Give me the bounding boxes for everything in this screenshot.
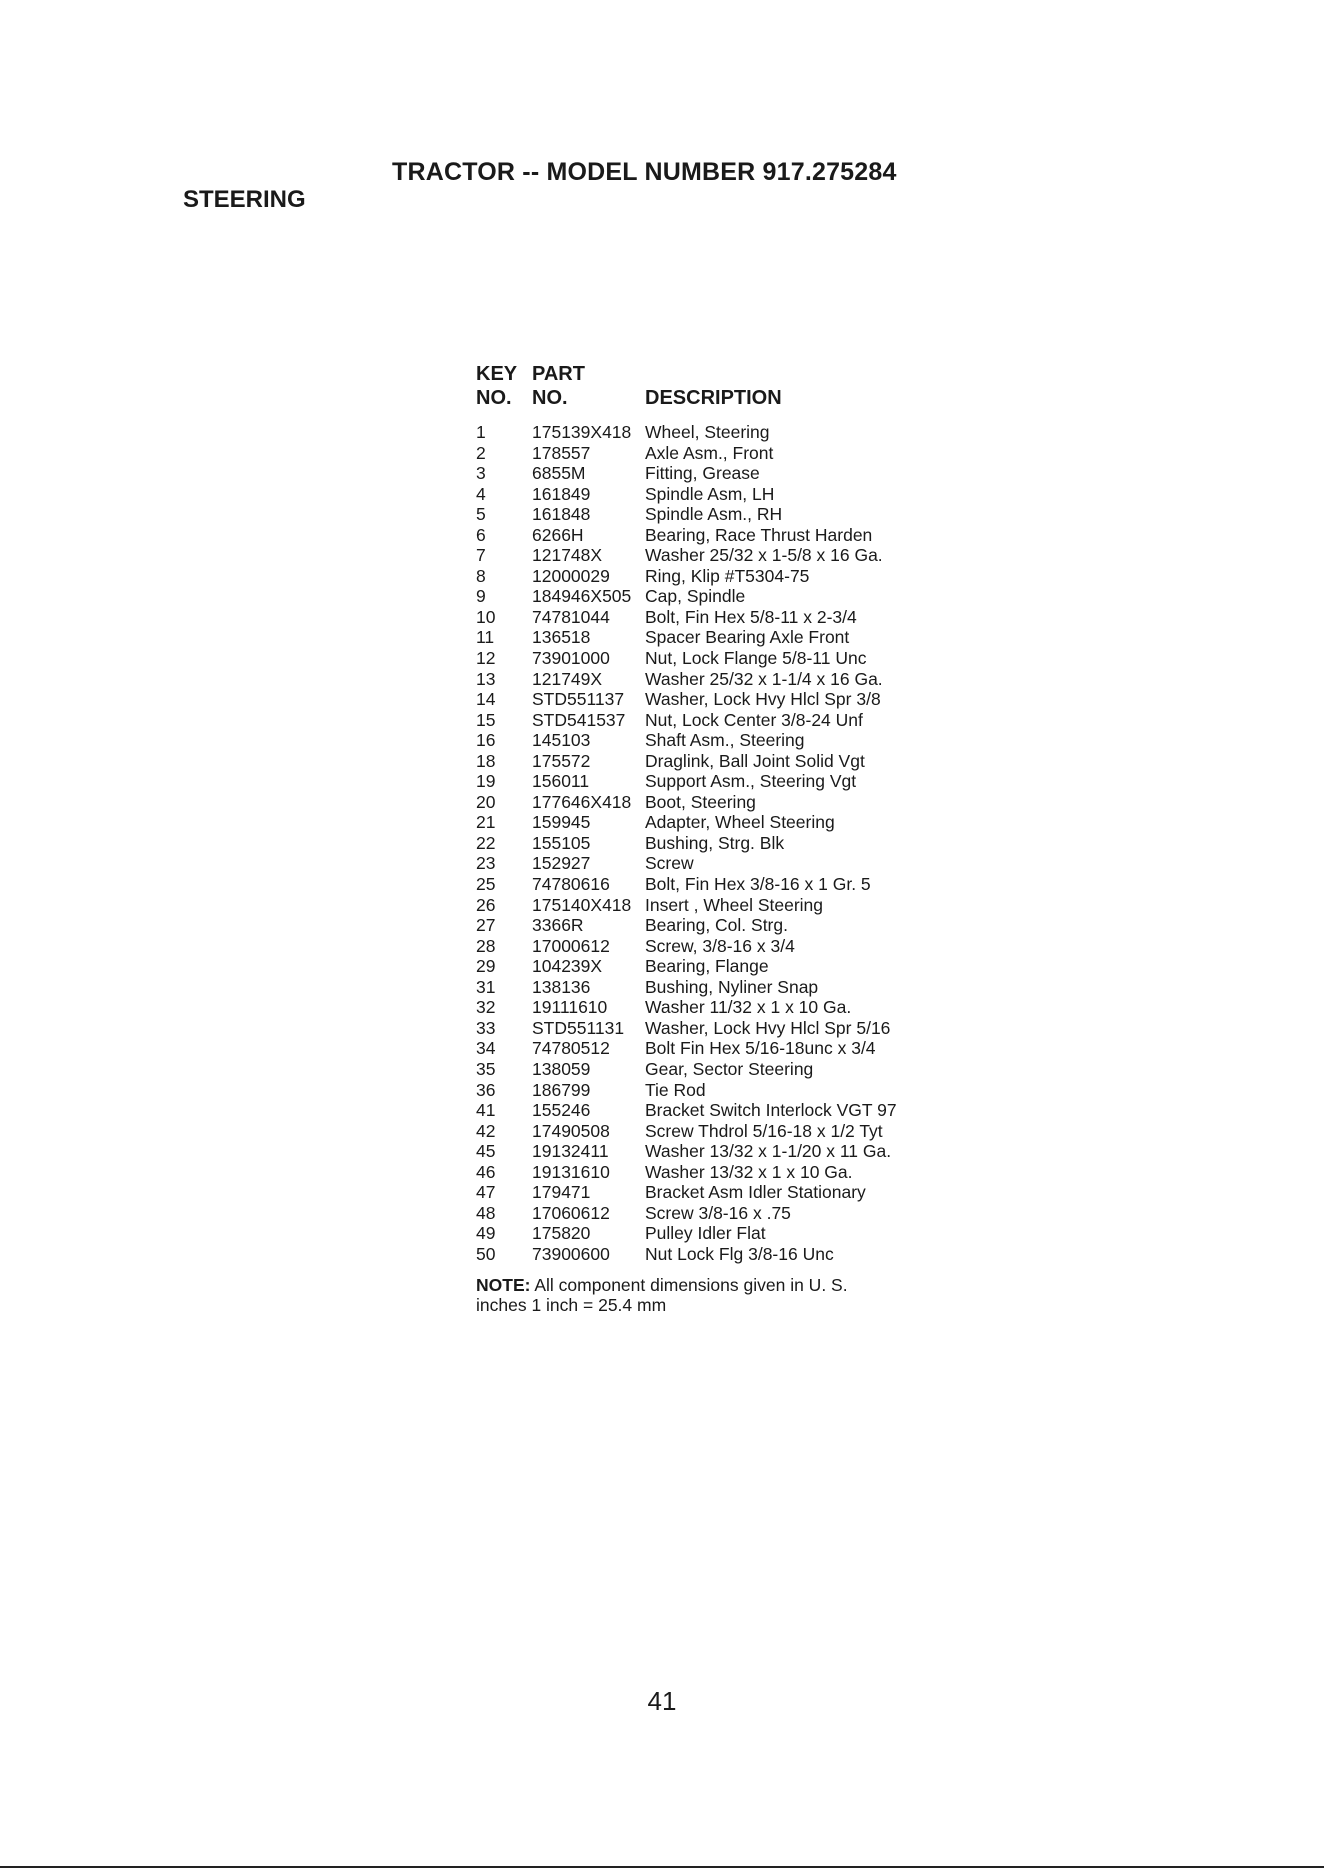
note-label: NOTE: [476, 1275, 531, 1295]
table-row [476, 1203, 956, 1224]
key-no-cell: 22 [476, 832, 496, 853]
part-no-cell: 19132411 [532, 1141, 609, 1162]
key-no-cell: 29 [476, 956, 496, 977]
key-no-cell: 35 [476, 1058, 496, 1079]
table-row [476, 936, 956, 957]
description-cell: Washer 25/32 x 1-1/4 x 16 Ga. [645, 668, 883, 689]
key-no-cell: 9 [476, 586, 486, 607]
description-cell: Boot, Steering [645, 791, 756, 812]
part-no-cell: STD541537 [532, 709, 626, 730]
table-row [476, 669, 956, 690]
description-cell: Nut, Lock Center 3/8-24 Unf [645, 709, 863, 730]
table-row [476, 1059, 956, 1080]
description-cell: Spindle Asm, LH [645, 483, 775, 504]
description-cell: Nut Lock Flg 3/8-16 Unc [645, 1243, 834, 1264]
key-no-cell: 50 [476, 1243, 496, 1264]
key-no-header-line2: NO. [476, 387, 512, 409]
description-cell: Bearing, Col. Strg. [645, 915, 788, 936]
part-no-cell: 175140X418 [532, 894, 632, 915]
key-no-cell: 20 [476, 791, 496, 812]
part-no-cell: 186799 [532, 1079, 591, 1100]
key-no-cell: 15 [476, 709, 496, 730]
part-no-cell: 177646X418 [532, 791, 632, 812]
part-no-cell: 179471 [532, 1182, 591, 1203]
part-no-cell: 152927 [532, 853, 591, 874]
table-row [476, 997, 956, 1018]
part-no-cell: 121749X [532, 668, 603, 689]
part-no-cell: 73901000 [532, 648, 610, 669]
part-no-cell: STD551131 [532, 1017, 625, 1038]
key-no-cell: 45 [476, 1141, 496, 1162]
table-row [476, 1121, 956, 1142]
section-title: STEERING [183, 186, 306, 213]
table-row [476, 566, 956, 587]
key-no-cell: 31 [476, 976, 496, 997]
description-cell: Draglink, Ball Joint Solid Vgt [645, 750, 865, 771]
part-no-cell: 104239X [532, 956, 603, 977]
description-cell: Fitting, Grease [645, 463, 760, 484]
part-no-cell: 145103 [532, 730, 591, 751]
key-no-cell: 36 [476, 1079, 496, 1100]
page-title: TRACTOR -- MODEL NUMBER 917.275284 [392, 158, 897, 186]
note-line2: inches 1 inch = 25.4 mm [476, 1295, 667, 1315]
table-row [476, 545, 956, 566]
key-no-cell: 48 [476, 1202, 496, 1223]
description-cell: Bolt, Fin Hex 3/8-16 x 1 Gr. 5 [645, 874, 871, 895]
key-no-cell: 12 [476, 648, 496, 669]
table-row [476, 1141, 956, 1162]
part-no-header-line2: NO. [532, 387, 568, 409]
key-no-cell: 16 [476, 730, 496, 751]
parts-list [476, 422, 956, 1264]
key-no-cell: 21 [476, 812, 496, 833]
part-no-cell: 161849 [532, 483, 591, 504]
table-row [476, 751, 956, 772]
key-no-cell: 7 [476, 545, 486, 566]
part-no-cell: 136518 [532, 627, 591, 648]
part-no-cell: 121748X [532, 545, 603, 566]
description-header: DESCRIPTION [645, 387, 782, 409]
table-row [476, 1100, 956, 1121]
part-no-cell: 6855M [532, 463, 586, 484]
description-cell: Bushing, Strg. Blk [645, 832, 785, 853]
table-row [476, 463, 956, 484]
description-cell: Ring, Klip #T5304-75 [645, 565, 810, 586]
key-no-cell: 32 [476, 997, 496, 1018]
key-no-cell: 8 [476, 565, 486, 586]
table-row [476, 422, 956, 443]
description-cell: Nut, Lock Flange 5/8-11 Unc [645, 648, 867, 669]
table-row [476, 895, 956, 916]
part-no-cell: 17490508 [532, 1120, 610, 1141]
key-no-cell: 33 [476, 1017, 496, 1038]
description-cell: Bracket Asm Idler Stationary [645, 1182, 866, 1203]
key-no-header-line1: KEY [476, 363, 518, 385]
table-row [476, 484, 956, 505]
key-no-cell: 25 [476, 874, 496, 895]
part-no-cell: 175139X418 [532, 422, 632, 442]
table-row [476, 915, 956, 936]
key-no-cell: 6 [476, 524, 486, 545]
key-no-cell: 14 [476, 689, 496, 710]
part-no-cell: 17060612 [532, 1202, 610, 1223]
table-row [476, 627, 956, 648]
description-cell: Gear, Sector Steering [645, 1058, 814, 1079]
table-row [476, 648, 956, 669]
part-no-cell: 74781044 [532, 606, 610, 627]
part-no-cell: 175820 [532, 1223, 591, 1244]
key-no-cell: 18 [476, 750, 496, 771]
table-row [476, 1038, 956, 1059]
description-cell: Tie Rod [645, 1079, 706, 1100]
description-cell: Adapter, Wheel Steering [645, 812, 835, 833]
key-no-cell: 27 [476, 915, 496, 936]
table-row [476, 730, 956, 751]
note-text: All component dimensions given in U. S. [534, 1275, 848, 1295]
description-cell: Insert , Wheel Steering [645, 894, 823, 915]
description-cell: Screw [645, 853, 694, 874]
part-no-header-line1: PART [532, 363, 585, 385]
description-cell: Screw Thdrol 5/16-18 x 1/2 Tyt [645, 1120, 883, 1141]
part-no-cell: STD551137 [532, 689, 625, 710]
key-no-cell: 2 [476, 442, 486, 463]
part-no-cell: 6266H [532, 524, 584, 545]
description-cell: Spindle Asm., RH [645, 504, 783, 525]
description-cell: Washer 11/32 x 1 x 10 Ga. [645, 997, 852, 1018]
table-row [476, 710, 956, 731]
part-no-cell: 73900600 [532, 1243, 610, 1264]
table-row [476, 443, 956, 464]
part-no-cell: 138059 [532, 1058, 591, 1079]
table-row [476, 1223, 956, 1244]
bottom-rule [0, 1866, 1324, 1868]
table-row [476, 812, 956, 833]
table-row [476, 1244, 956, 1265]
key-no-cell: 23 [476, 853, 496, 874]
description-cell: Washer, Lock Hvy Hlcl Spr 5/16 [645, 1017, 891, 1038]
key-no-cell: 49 [476, 1223, 496, 1244]
description-cell: Bearing, Flange [645, 956, 769, 977]
part-no-cell: 74780512 [532, 1038, 610, 1059]
key-no-cell: 26 [476, 894, 496, 915]
key-no-cell: 5 [476, 504, 486, 525]
description-cell: Wheel, Steering [645, 422, 770, 442]
description-cell: Bolt, Fin Hex 5/8-11 x 2-3/4 [645, 606, 857, 627]
part-no-cell: 155246 [532, 1100, 591, 1121]
description-cell: Washer 13/32 x 1 x 10 Ga. [645, 1161, 853, 1182]
description-cell: Axle Asm., Front [645, 442, 774, 463]
part-no-cell: 161848 [532, 504, 591, 525]
table-row [476, 792, 956, 813]
parts-table [476, 363, 956, 1264]
part-no-cell: 178557 [532, 442, 591, 463]
part-no-cell: 184946X505 [532, 586, 632, 607]
table-row [476, 874, 956, 895]
note-line1 [476, 1275, 848, 1295]
table-row [476, 607, 956, 628]
key-no-cell: 41 [476, 1100, 496, 1121]
description-cell: Washer 13/32 x 1-1/20 x 11 Ga. [645, 1141, 892, 1162]
page-number: 41 [647, 1686, 677, 1716]
key-no-cell: 1 [476, 422, 486, 442]
table-row [476, 586, 956, 607]
table-row [476, 1162, 956, 1183]
description-cell: Bracket Switch Interlock VGT 97 [645, 1100, 897, 1121]
description-cell: Screw 3/8-16 x .75 [645, 1202, 791, 1223]
key-no-cell: 47 [476, 1182, 496, 1203]
part-no-cell: 17000612 [532, 935, 610, 956]
key-no-cell: 10 [476, 606, 496, 627]
part-no-cell: 3366R [532, 915, 584, 936]
part-no-cell: 175572 [532, 750, 591, 771]
description-cell: Screw, 3/8-16 x 3/4 [645, 935, 795, 956]
table-row [476, 833, 956, 854]
table-header [476, 363, 956, 413]
part-no-cell: 19111610 [532, 997, 608, 1018]
key-no-cell: 46 [476, 1161, 496, 1182]
description-cell: Support Asm., Steering Vgt [645, 771, 857, 792]
part-no-cell: 19131610 [532, 1161, 610, 1182]
table-row [476, 525, 956, 546]
description-cell: Shaft Asm., Steering [645, 730, 805, 751]
description-cell: Bearing, Race Thrust Harden [645, 524, 873, 545]
description-cell: Bushing, Nyliner Snap [645, 976, 819, 997]
table-row [476, 689, 956, 710]
table-row [476, 1080, 956, 1101]
part-no-cell: 138136 [532, 976, 591, 997]
part-no-cell: 12000029 [532, 565, 610, 586]
table-row [476, 853, 956, 874]
part-no-cell: 74780616 [532, 874, 610, 895]
key-no-cell: 42 [476, 1120, 496, 1141]
table-row [476, 771, 956, 792]
description-cell: Washer 25/32 x 1-5/8 x 16 Ga. [645, 545, 883, 566]
dimension-note [476, 1275, 848, 1315]
description-cell: Washer, Lock Hvy Hlcl Spr 3/8 [645, 689, 881, 710]
description-cell: Bolt Fin Hex 5/16-18unc x 3/4 [645, 1038, 876, 1059]
table-row [476, 956, 956, 977]
table-row [476, 1182, 956, 1203]
key-no-cell: 34 [476, 1038, 496, 1059]
description-cell: Spacer Bearing Axle Front [645, 627, 850, 648]
key-no-cell: 11 [476, 627, 495, 648]
key-no-cell: 13 [476, 668, 496, 689]
part-no-cell: 155105 [532, 832, 591, 853]
table-row [476, 1018, 956, 1039]
key-no-cell: 3 [476, 463, 486, 484]
description-cell: Pulley Idler Flat [645, 1223, 766, 1244]
part-no-cell: 156011 [532, 771, 590, 792]
part-no-cell: 159945 [532, 812, 591, 833]
table-row [476, 504, 956, 525]
key-no-cell: 4 [476, 483, 486, 504]
key-no-cell: 28 [476, 935, 496, 956]
table-row [476, 977, 956, 998]
description-cell: Cap, Spindle [645, 586, 746, 607]
key-no-cell: 19 [476, 771, 496, 792]
